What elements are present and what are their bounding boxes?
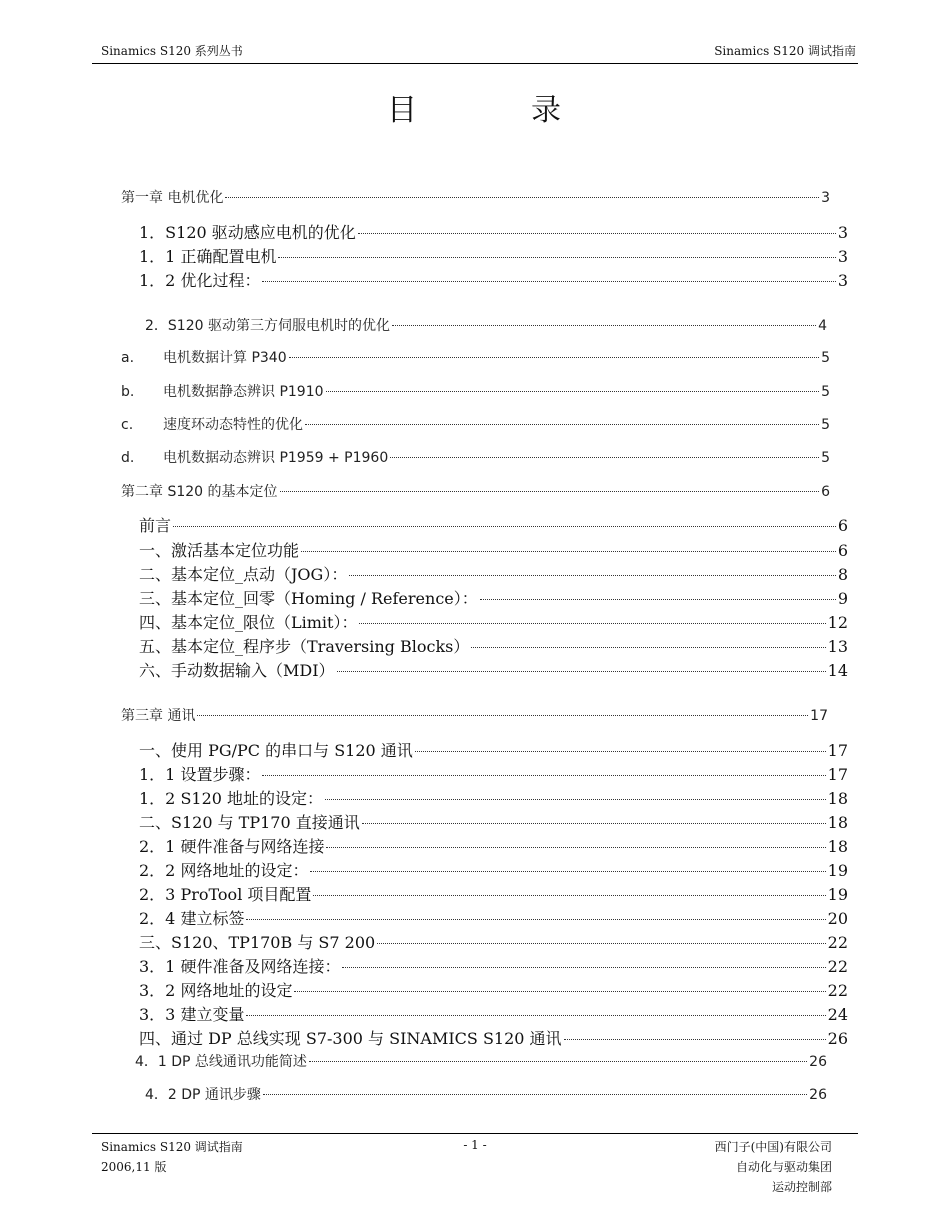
toc-entry	[121, 414, 830, 434]
toc-entry	[139, 786, 848, 809]
toc-entry	[139, 538, 848, 561]
leader-dots	[280, 491, 820, 492]
toc-entry	[139, 810, 848, 833]
toc-entry-label: 3．2 网络地址的设定	[139, 981, 293, 1000]
toc-entry-text: 电机数据计算 P340	[163, 350, 287, 366]
toc-entry-page: 14	[827, 661, 848, 680]
toc-entry-label: 三、基本定位_回零（Homing / Reference）：	[139, 589, 478, 608]
toc-entry	[121, 187, 830, 207]
toc-entry-page: 17	[827, 765, 848, 784]
toc-entry-page: 13	[827, 637, 848, 656]
toc-entry-label: 4．1 DP 总线通讯功能简述	[135, 1054, 307, 1070]
header-left: Sinamics S120 系列丛书	[101, 44, 243, 58]
toc-entry-label: 前言	[139, 516, 172, 535]
toc-entry-text: 电机数据静态辨识 P1910	[163, 384, 324, 400]
toc-entry-page: 5	[821, 417, 830, 433]
toc-entry-text: 速度环动态特性的优化	[163, 417, 303, 433]
leader-dots	[480, 599, 836, 600]
toc-entry-label: 2．3 ProTool 项目配置	[139, 885, 312, 904]
toc-entry-page: 5	[821, 450, 830, 466]
leader-dots	[359, 623, 825, 624]
leader-dots	[349, 575, 835, 576]
toc-entry	[121, 705, 828, 725]
leader-dots	[326, 391, 820, 392]
footer-rule	[92, 1133, 858, 1134]
toc-entry-page: 19	[827, 861, 848, 880]
toc-entry-page: 5	[821, 350, 830, 366]
toc-entry-label: 2．2 网络地址的设定：	[139, 861, 309, 880]
leader-dots	[377, 943, 825, 944]
toc-entry-page: 26	[827, 1029, 848, 1048]
toc-entry-page: 18	[827, 789, 848, 808]
leader-dots	[246, 919, 825, 920]
toc-entry	[139, 930, 848, 953]
leader-dots	[289, 357, 819, 358]
toc-entry-label: 第一章 电机优化	[121, 190, 224, 206]
toc-entry-page: 6	[821, 484, 830, 500]
toc-entry	[139, 220, 848, 243]
toc-entry-label: 2．S120 驱动第三方伺服电机时的优化	[145, 318, 390, 334]
leader-dots	[325, 799, 826, 800]
toc-entry-page: 22	[827, 933, 848, 952]
toc-entry-marker: c.	[121, 417, 134, 433]
toc-entry	[139, 762, 848, 785]
leader-dots	[197, 715, 808, 716]
title-char-2: 录	[531, 93, 561, 128]
toc-entry-label: 4．2 DP 通讯步骤	[145, 1087, 261, 1103]
leader-dots	[564, 1039, 826, 1040]
toc-entry-page: 3	[821, 190, 830, 206]
toc-entry	[145, 315, 827, 335]
toc-entry-label: 一、使用 PG/PC 的串口与 S120 通讯	[139, 741, 413, 760]
toc-entry-label	[121, 414, 303, 434]
toc-entry-label: 3．3 建立变量	[139, 1005, 245, 1024]
header-right: Sinamics S120 调试指南	[714, 44, 856, 58]
toc-entry-page: 26	[809, 1087, 827, 1103]
toc-entry-page: 6	[837, 516, 848, 535]
toc-entry-label: 1．S120 驱动感应电机的优化	[139, 223, 356, 242]
toc-entry	[121, 381, 830, 401]
toc-entry	[139, 1026, 848, 1049]
toc-entry	[139, 954, 848, 977]
toc-entry	[139, 858, 848, 881]
toc-entry-page: 18	[827, 837, 848, 856]
footer-right-dept: 运动控制部	[771, 1180, 832, 1194]
toc-entry-page: 17	[827, 741, 848, 760]
toc-entry	[139, 738, 848, 761]
leader-dots	[173, 526, 836, 527]
leader-dots	[278, 257, 835, 258]
toc-entry	[139, 882, 848, 905]
toc-entry	[139, 634, 848, 657]
leader-dots	[415, 751, 826, 752]
toc-entry-label	[121, 447, 388, 467]
toc-entry	[139, 586, 848, 609]
toc-entry-label: 四、通过 DP 总线实现 S7-300 与 SINAMICS S120 通讯	[139, 1029, 562, 1048]
leader-dots	[326, 847, 825, 848]
toc-entry-page: 22	[827, 981, 848, 1000]
leader-dots	[225, 197, 819, 198]
toc-entry-page: 18	[827, 813, 848, 832]
footer-right-group: 自动化与驱动集团	[735, 1160, 832, 1174]
footer-left-edition: 2006,11 版	[101, 1160, 167, 1174]
toc-entry-marker: d.	[121, 450, 135, 466]
toc-entry-label: 2．4 建立标签	[139, 909, 245, 928]
title-char-1: 目	[387, 93, 417, 128]
toc-entry-label: 二、基本定位_点动（JOG）：	[139, 565, 348, 584]
toc-entry	[139, 244, 848, 267]
header-rule	[92, 63, 858, 64]
toc-entry	[135, 1051, 827, 1071]
toc-entry-label: 第三章 通讯	[121, 708, 196, 724]
footer-left-title: Sinamics S120 调试指南	[101, 1140, 243, 1154]
toc-entry-label: 1．1 设置步骤：	[139, 765, 261, 784]
toc-entry-label: 2．1 硬件准备与网络连接	[139, 837, 325, 856]
leader-dots	[392, 325, 816, 326]
toc-entry-label: 四、基本定位_限位（Limit）：	[139, 613, 358, 632]
toc-entry-label: 六、手动数据输入（MDI）	[139, 661, 335, 680]
leader-dots	[310, 871, 825, 872]
toc-entry	[139, 268, 848, 291]
leader-dots	[337, 671, 826, 672]
leader-dots	[358, 233, 836, 234]
leader-dots	[471, 647, 825, 648]
toc-entry	[121, 447, 830, 467]
toc-entry-page: 26	[809, 1054, 827, 1070]
leader-dots	[263, 1094, 807, 1095]
toc-entry-text: 电机数据动态辨识 P1959 + P1960	[163, 450, 389, 466]
toc-entry-label: 1．1 正确配置电机	[139, 247, 277, 266]
toc-entry-label	[121, 347, 287, 367]
toc-entry	[121, 347, 830, 367]
toc-entry-page: 6	[837, 541, 848, 560]
toc-entry-label: 一、激活基本定位功能	[139, 541, 300, 560]
toc-entry-page: 17	[810, 708, 828, 724]
toc-entry	[121, 481, 830, 501]
toc-entry	[139, 906, 848, 929]
leader-dots	[301, 551, 836, 552]
toc-entry-page: 4	[818, 318, 827, 334]
leader-dots	[342, 967, 825, 968]
leader-dots	[305, 424, 819, 425]
leader-dots	[313, 895, 825, 896]
toc-entry-page: 3	[837, 223, 848, 242]
toc-entry-page: 20	[827, 909, 848, 928]
toc-entry-page: 3	[837, 247, 848, 266]
leader-dots	[294, 991, 825, 992]
toc-entry-label: 二、S120 与 TP170 直接通讯	[139, 813, 360, 832]
toc-entry-marker: b.	[121, 384, 135, 400]
toc-entry-label: 1．2 S120 地址的设定：	[139, 789, 324, 808]
footer-right-company: 西门子(中国)有限公司	[714, 1140, 832, 1154]
toc-entry	[139, 1002, 848, 1025]
leader-dots	[262, 281, 835, 282]
leader-dots	[246, 1015, 825, 1016]
toc-entry-page: 22	[827, 957, 848, 976]
toc-entry-page: 5	[821, 384, 830, 400]
toc-entry-page: 19	[827, 885, 848, 904]
leader-dots	[262, 775, 825, 776]
toc-entry-label	[121, 381, 324, 401]
leader-dots	[309, 1061, 807, 1062]
toc-entry-label: 1．2 优化过程：	[139, 271, 261, 290]
toc-entry	[139, 978, 848, 1001]
toc-entry	[139, 513, 848, 536]
toc-entry-page: 12	[827, 613, 848, 632]
toc-entry	[139, 562, 848, 585]
toc-entry-label: 三、S120、TP170B 与 S7 200	[139, 933, 376, 952]
toc-entry-page: 24	[827, 1005, 848, 1024]
toc-entry-marker: a.	[121, 350, 135, 366]
toc-entry	[139, 834, 848, 857]
toc-entry-page: 9	[837, 589, 848, 608]
page-number: - 1 -	[463, 1138, 487, 1152]
toc-entry	[139, 658, 848, 681]
toc-entry	[145, 1084, 827, 1104]
toc-entry-label: 3．1 硬件准备及网络连接：	[139, 957, 341, 976]
toc-entry	[139, 610, 848, 633]
toc-entry-page: 3	[837, 271, 848, 290]
toc-entry-page: 8	[837, 565, 848, 584]
toc-entry-label: 五、基本定位_程序步（Traversing Blocks）	[139, 637, 470, 656]
toc-entry-label: 第二章 S120 的基本定位	[121, 484, 278, 500]
leader-dots	[362, 823, 826, 824]
leader-dots	[390, 457, 819, 458]
